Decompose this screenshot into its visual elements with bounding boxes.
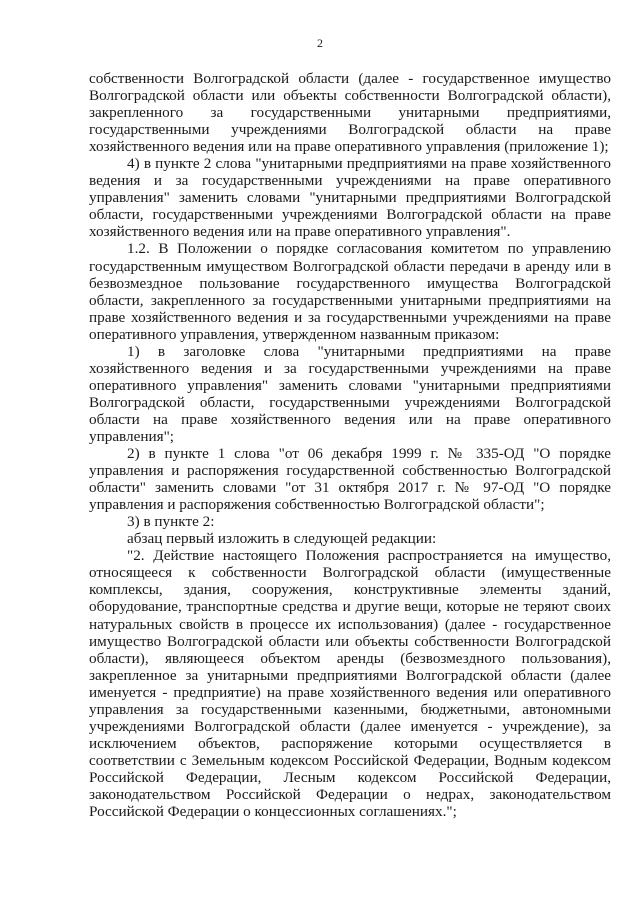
- paragraph-5: 2) в пункте 1 слова "от 06 декабря 1999 г. № 335-ОД "О порядке управления и распоряжения государственной собственностью Волгоградской области" заменить словами "от 31 октября 2017 г. № 97-ОД "О порядке управления и распоряжения собственностью Волгоградской области";: [89, 445, 611, 514]
- paragraph-3: 1.2. В Положении о порядке согласования комитетом по управлению государственным имуществом Волгоградской области передачи в аренду или в безвозмездное пользование государственного имущества Волгоградской области, закрепленного за государственными унитарными предприятиями на праве хозяйственного ведения и за государственными учреждениями на праве оперативного управления, утвержденном названным приказом:: [89, 240, 611, 343]
- page-number: 2: [317, 36, 323, 50]
- paragraph-6: 3) в пункте 2:: [127, 513, 215, 531]
- paragraph-1: собственности Волгоградской области (далее - государственное имущество Волгоградской области или объекты собственности Волгоградской области), закрепленного за государственными унитарными предприятиями, государственными учреждениями Волгоградской области на праве хозяйственного ведения или на праве оперативного управления (приложение 1);: [89, 70, 611, 156]
- paragraph-2: 4) в пункте 2 слова "унитарными предприятиями на праве хозяйственного ведения и за государственными учреждениями на праве оперативного управления" заменить словами "унитарными предприятиями Волгоградской области, государственными учреждениями Волгоградской области на праве хозяйственного ведения или на праве оперативного управления".: [89, 155, 611, 241]
- document-body: [89, 70, 611, 820]
- paragraph-7: абзац первый изложить в следующей редакции:: [127, 530, 437, 548]
- paragraph-4: 1) в заголовке слова "унитарными предприятиями на праве хозяйственного ведения и за государственными учреждениями на праве оперативного управления" заменить словами "унитарными предприятиями Волгоградской области, государственными учреждениями Волгоградской области на праве хозяйственного ведения или на праве оперативного управления";: [89, 342, 611, 445]
- paragraph-8: "2. Действие настоящего Положения распространяется на имущество, относящееся к собственности Волгоградской области (имущественные комплексы, здания, сооружения, конструктивные элементы зданий, оборудование, транспортные средства и другие вещи, которые не теряют своих натуральных свойств в процессе их использования) (далее - государственное имущество Волгоградской области или объекты собственности Волгоградской области), являющееся объектом аренды (безвозмездного пользования), закрепленное за унитарными предприятиями Волгоградской области (далее именуется - предприятие) на праве хозяйственного ведения или оперативного управления за государственными казенными, бюджетными, автономными учреждениями Волгоградской области (далее именуется - учреждение), за исключением объектов, распоряжение которыми осуществляется в соответствии с Земельным кодексом Российской Федерации, Водным кодексом Российской Федерации, Лесным кодексом Российской Федерации, законодательством Российской Федерации о недрах, законодательством Российской Федерации о концессионных соглашениях.";: [89, 547, 611, 821]
